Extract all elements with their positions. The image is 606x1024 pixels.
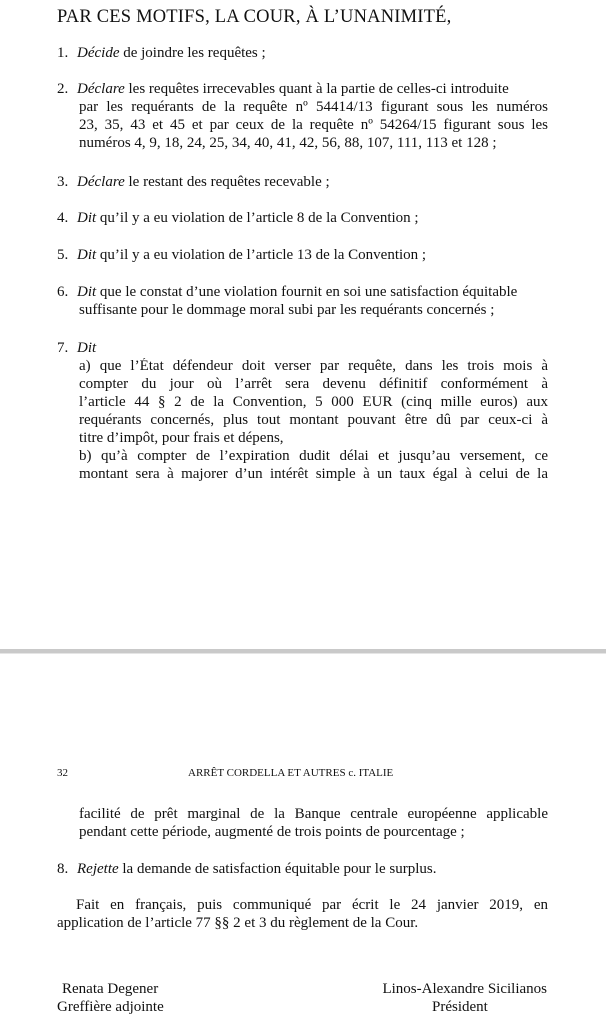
item-2-line-2: par les requérants de la requête nº 54414/13 figurant sous les numéros bbox=[79, 99, 548, 115]
item-verb: Déclare bbox=[77, 174, 125, 190]
closing-line-1: Fait en français, puis communiqué par écrit le 24 janvier 2019, en bbox=[76, 897, 548, 913]
item-text: le restant des requêtes recevable ; bbox=[124, 174, 330, 190]
item-7-line-4: requérants concernés, plus tout montant pouvant être dû par ceux-ci à bbox=[79, 412, 548, 428]
item-number: 1. bbox=[57, 45, 69, 61]
item-text: qu’il y a eu violation de l’article 13 de la Convention ; bbox=[96, 247, 427, 263]
operative-item-3 bbox=[57, 174, 330, 192]
operative-item-6 bbox=[57, 284, 517, 302]
item-verb: Dit bbox=[77, 284, 97, 300]
page-break-divider-shadow bbox=[0, 653, 606, 654]
item-text: la demande de satisfaction équitable pour le surplus. bbox=[118, 861, 437, 877]
signature-right-role: Président bbox=[432, 999, 488, 1015]
item-number: 7. bbox=[57, 340, 69, 356]
continuation-line-2: pendant cette période, augmenté de trois points de pourcentage ; bbox=[79, 824, 465, 840]
item-number: 8. bbox=[57, 861, 69, 877]
item-2-line-4: numéros 4, 9, 18, 24, 25, 34, 40, 41, 42, 56, 88, 107, 111, 113 et 128 ; bbox=[79, 135, 497, 151]
item-7-line-2: compter du jour où l’arrêt sera devenu définitif conformément à bbox=[79, 376, 548, 392]
operative-item-4 bbox=[57, 210, 419, 228]
item-7-line-1: a) que l’État défendeur doit verser par requête, dans les trois mois à bbox=[79, 358, 548, 374]
signature-right-name: Linos-Alexandre Sicilianos bbox=[382, 981, 547, 997]
item-number: 6. bbox=[57, 284, 69, 300]
item-7-line-6: b) qu’à compter de l’expiration dudit délai et jusqu’au versement, ce bbox=[79, 448, 548, 464]
operative-item-2 bbox=[57, 81, 509, 99]
item-text: que le constat d’une violation fournit en soi une satisfaction équitable bbox=[96, 284, 518, 300]
closing-line-2: application de l’article 77 §§ 2 et 3 du règlement de la Cour. bbox=[57, 915, 419, 931]
item-text: qu’il y a eu violation de l’article 8 de la Convention ; bbox=[96, 210, 419, 226]
continuation-line-1: facilité de prêt marginal de la Banque centrale européenne applicable bbox=[79, 806, 548, 822]
item-verb: Rejette bbox=[77, 861, 119, 877]
operative-item-1 bbox=[57, 45, 266, 63]
item-verb: Dit bbox=[77, 340, 97, 356]
item-verb: Dit bbox=[77, 247, 97, 263]
operative-title: PAR CES MOTIFS, LA COUR, À L’UNANIMITÉ, bbox=[57, 7, 452, 27]
item-number: 5. bbox=[57, 247, 69, 263]
item-verb: Décide bbox=[77, 45, 120, 61]
running-header: ARRÊT CORDELLA ET AUTRES c. ITALIE bbox=[188, 767, 394, 779]
signature-left-name: Renata Degener bbox=[62, 981, 159, 997]
item-7-line-3: l’article 44 § 2 de la Convention, 5 000 EUR (cinq mille euros) aux bbox=[79, 394, 548, 410]
item-text: de joindre les requêtes ; bbox=[119, 45, 266, 61]
item-text: les requêtes irrecevables quant à la partie de celles-ci introduite bbox=[124, 81, 509, 97]
item-number: 2. bbox=[57, 81, 69, 97]
item-verb: Dit bbox=[77, 210, 97, 226]
operative-item-7 bbox=[57, 340, 96, 358]
item-7-line-7: montant sera à majorer d’un intérêt simple à un taux égal à celui de la bbox=[79, 466, 548, 482]
item-number: 3. bbox=[57, 174, 69, 190]
item-6-line-2: suffisante pour le dommage moral subi par les requérants concernés ; bbox=[79, 302, 495, 318]
operative-item-5 bbox=[57, 247, 426, 265]
item-7-line-5: titre d’impôt, pour frais et dépens, bbox=[79, 430, 284, 446]
item-verb: Déclare bbox=[77, 81, 125, 97]
item-number: 4. bbox=[57, 210, 69, 226]
operative-item-8 bbox=[57, 861, 436, 879]
page-number: 32 bbox=[57, 767, 68, 779]
item-2-line-3: 23, 35, 43 et 45 et par ceux de la requête nº 54264/15 figurant sous les bbox=[79, 117, 548, 133]
signature-left-role: Greffière adjointe bbox=[57, 999, 164, 1015]
